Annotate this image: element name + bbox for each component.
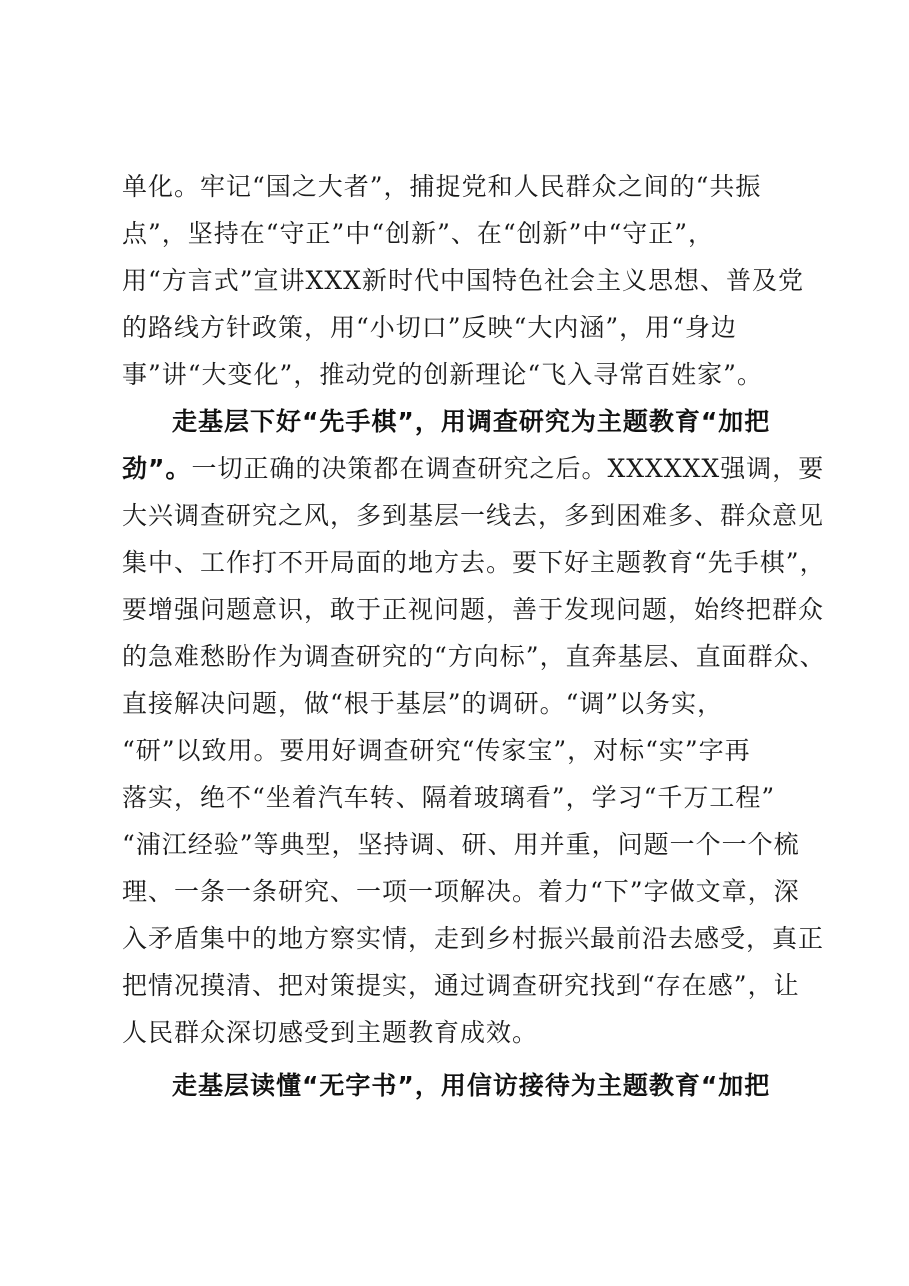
p1-line-2: 点”，坚持在“守正”中“创新”、在“创新”中“守正”， — [122, 219, 715, 248]
p2-line-3: 大兴调查研究之风，多到基层一线去，多到困难多、群众意见 — [122, 501, 825, 530]
p2-line-12: 入矛盾集中的地方察实情，走到乡村振兴最前沿去感受，真正 — [122, 924, 825, 953]
p2-line-5: 要增强问题意识，敢于正视问题，善于发现问题，始终把群众 — [122, 595, 825, 624]
p3-heading-line-1: 走基层读懂“无字书”，用信访接待为主题教育“加把 — [172, 1071, 771, 1100]
p2-line-9: 落实，绝不“坐着汽车转、隔着玻璃看”，学习“千万工程” — [122, 783, 776, 812]
p2-line-7: 直接解决问题，做“根于基层”的调研。“调”以务实， — [122, 689, 724, 718]
p1-line-3: 用“方言式”宣讲XXX新时代中国特色社会主义思想、普及党 — [122, 266, 804, 295]
p2-line-4: 集中、工作打不开局面的地方去。要下好主题教育“先手棋”， — [122, 548, 826, 577]
p1-line-5: 事”讲“大变化”，推动党的创新理论“飞入寻常百姓家”。 — [122, 360, 763, 389]
p2-line-14: 人民群众深切感受到主题教育成效。 — [122, 1018, 539, 1047]
p2-heading-line-2: 劲”。 — [122, 454, 192, 483]
p2-line-11: 理、一条一条研究、一项一项解决。着力“下”字做文章，深 — [122, 877, 800, 906]
p2-line-2 — [122, 452, 825, 485]
p2-line-2-text: 一切正确的决策都在调查研究之后。XXXXXX强调，要 — [191, 454, 825, 483]
p2-line-13: 把情况摸清、把对策提实，通过调查研究找到“存在感”，让 — [122, 971, 800, 1000]
p2-line-10: “浦江经验”等典型，坚持调、研、用并重，问题一个一个梳 — [122, 830, 800, 859]
p2-line-6: 的急难愁盼作为调查研究的“方向标”，直奔基层、直面群众、 — [122, 642, 826, 671]
p1-line-4: 的路线方针政策，用“小切口”反映“大内涵”，用“身边 — [122, 313, 737, 342]
p2-heading-line-1: 走基层下好“先手棋”，用调查研究为主题教育“加把 — [172, 407, 771, 436]
p2-line-8: “研”以致用。要用好调查研究“传家宝”，对标“实”字再 — [122, 736, 751, 765]
p1-line-1: 单化。牢记“国之大者”，捕捉党和人民群众之间的“共振 — [122, 172, 762, 201]
